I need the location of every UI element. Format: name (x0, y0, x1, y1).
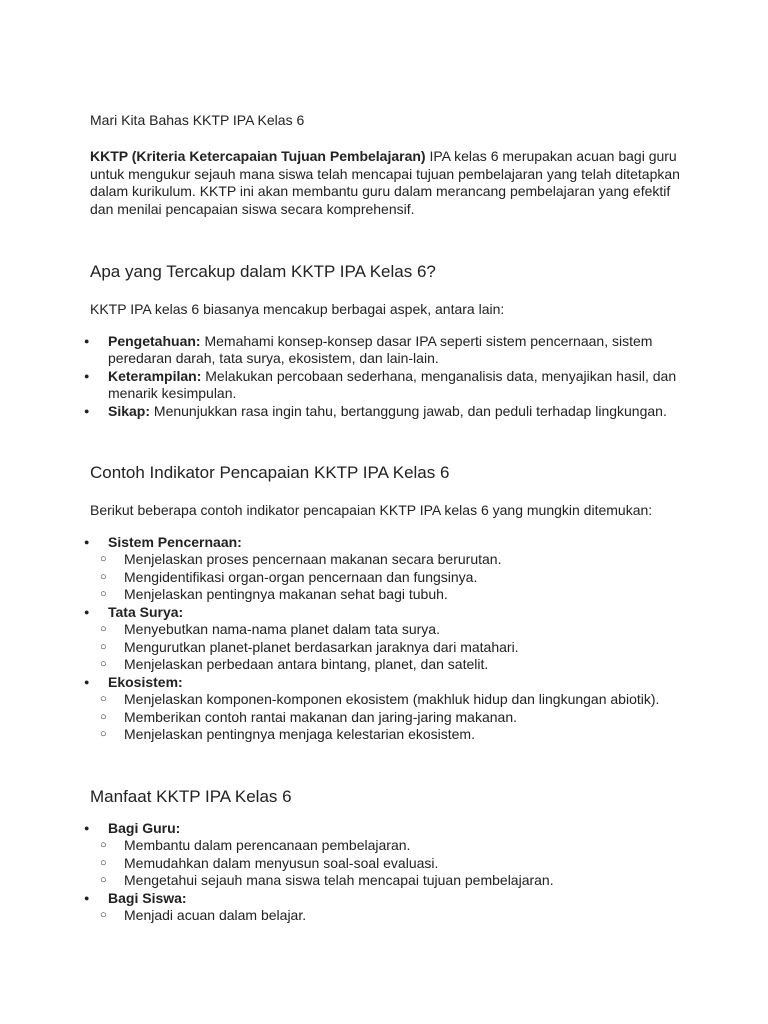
sub-list (108, 621, 690, 674)
group-label: Tata Surya: (108, 603, 184, 620)
group-label: Bagi Guru: (108, 819, 181, 836)
sub-list-item: ○ Menjelaskan proses pencernaan makanan secara berurutan. (90, 551, 690, 569)
list-item-text: Memahami konsep-konsep dasar IPA seperti sistem pencernaan, sistem peredaran darah, tata surya, ekosistem, dan lain-lain. (108, 332, 653, 366)
group-label: Ekosistem: (108, 673, 183, 690)
sub-list-item: ○ Menjelaskan perbedaan antara bintang, planet, dan satelit. (90, 656, 690, 674)
sub-list-item: ○ Memudahkan dalam menyusun soal-soal evaluasi. (90, 855, 690, 873)
sub-list (108, 551, 690, 604)
intro-text: IPA kelas 6 merupakan acuan bagi guru untuk mengukur sejauh mana siswa telah mencapai tujuan pembelajaran yang telah ditetapkan dalam kurikulum. KKTP ini akan membantu guru dalam merancang pembelajaran yang efektif dan menilai pencapaian siswa secara komprehensif. (90, 148, 680, 217)
list-item (90, 890, 690, 925)
list-item (90, 333, 690, 368)
section-heading-benefits: Manfaat KKTP IPA Kelas 6 (90, 786, 292, 806)
section-lead-coverage: KKTP IPA kelas 6 biasanya mencakup berbagai aspek, antara lain: (90, 301, 505, 317)
sub-list-item: ○ Menyebutkan nama-nama planet dalam tata surya. (90, 621, 690, 639)
list-item (90, 604, 690, 674)
indicators-list (90, 534, 690, 744)
sub-list-item: ○ Mengurutkan planet-planet berdasarkan jaraknya dari matahari. (90, 639, 690, 657)
intro-bold-term: KKTP (Kriteria Ketercapaian Tujuan Pembelajaran) (90, 148, 426, 164)
group-label: Sistem Pencernaan: (108, 533, 242, 550)
list-item (90, 403, 690, 421)
section-lead-indicators: Berikut beberapa contoh indikator pencapaian KKTP IPA kelas 6 yang mungkin ditemukan: (90, 502, 653, 518)
list-item (90, 534, 690, 604)
sub-list-item: ○ Menjadi acuan dalam belajar. (90, 907, 690, 925)
sub-list-item: ○ Memberikan contoh rantai makanan dan jaring-jaring makanan. (90, 709, 690, 727)
sub-list-item: ○ Mengetahui sejauh mana siswa telah mencapai tujuan pembelajaran. (90, 872, 690, 890)
intro-paragraph (90, 148, 690, 218)
sub-list-item: ○ Menjelaskan pentingnya menjaga kelestarian ekosistem. (90, 726, 690, 744)
intro-line: Mari Kita Bahas KKTP IPA Kelas 6 (90, 112, 305, 128)
sub-list (108, 907, 690, 925)
group-label: Bagi Siswa: (108, 889, 187, 906)
document-page (90, 111, 690, 925)
list-item-text: Melakukan percobaan sederhana, menganalisis data, menyajikan hasil, dan menarik kesimpulan. (108, 367, 677, 401)
list-item (90, 674, 690, 744)
list-item-label: Keterampilan: (108, 367, 202, 384)
list-item (90, 368, 690, 403)
list-item (90, 820, 690, 890)
list-item-text: Menunjukkan rasa ingin tahu, bertanggung jawab, dan peduli terhadap lingkungan. (150, 402, 667, 419)
sub-list (108, 691, 690, 744)
sub-list-item: ○ Menjelaskan pentingnya makanan sehat bagi tubuh. (90, 586, 690, 604)
sub-list-item: ○ Membantu dalam perencanaan pembelajaran. (90, 837, 690, 855)
coverage-list (90, 333, 690, 421)
benefits-list (90, 820, 690, 925)
list-item-label: Sikap: (108, 402, 151, 419)
section-heading-coverage: Apa yang Tercakup dalam KKTP IPA Kelas 6? (90, 262, 436, 281)
sub-list-item: ○ Menjelaskan komponen-komponen ekosistem (makhluk hidup dan lingkungan abiotik). (90, 691, 690, 709)
sub-list (108, 837, 690, 890)
sub-list-item: ○ Mengidentifikasi organ-organ pencernaan dan fungsinya. (90, 569, 690, 587)
section-heading-indicators: Contoh Indikator Pencapaian KKTP IPA Kelas 6 (90, 463, 450, 482)
list-item-label: Pengetahuan: (108, 332, 201, 349)
